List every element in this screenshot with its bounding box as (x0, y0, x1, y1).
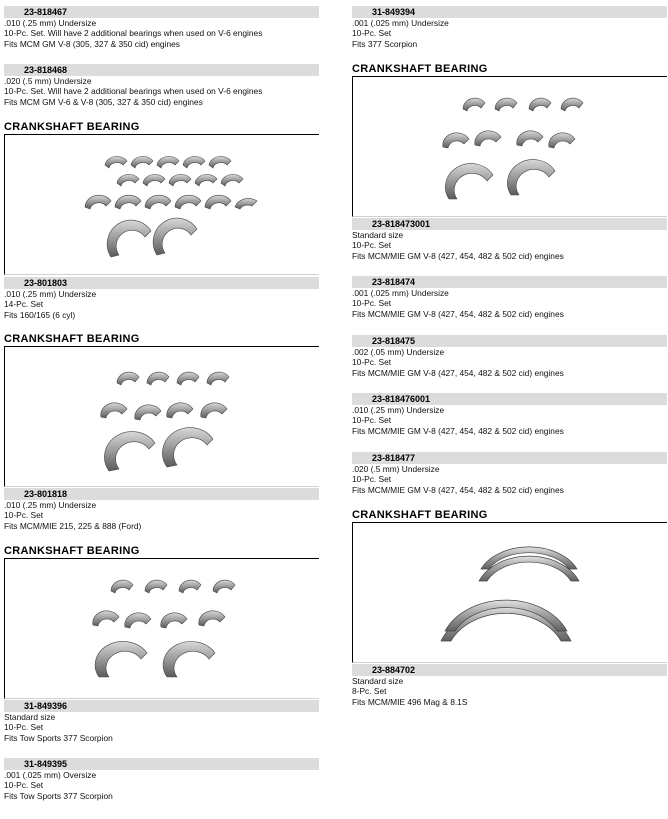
bearing-set-image (4, 558, 319, 699)
part-number: 23-818476001 (352, 393, 667, 405)
part-set: 10-Pc. Set (352, 298, 392, 309)
part-set: 14-Pc. Set (4, 299, 44, 310)
part-fitment: Fits MCM/MIE GM V-8 (427, 454, 482 & 502 cid) engines (352, 250, 564, 261)
section-title: CRANKSHAFT BEARING (352, 509, 488, 521)
part-size: .010 (.25 mm) Undersize (4, 500, 97, 510)
bearing-set-image (352, 522, 667, 663)
part-fitment: Fits Tow Sports 377 Scorpion (4, 790, 113, 801)
product-section (4, 545, 319, 699)
part-fitment: Fits MCM/MIE GM V-8 (427, 454, 482 & 502 cid) engines (352, 367, 564, 378)
part-size: .001 (.025 mm) Oversize (4, 770, 97, 780)
part-number: 23-801803 (4, 277, 319, 289)
part-set: 10-Pc. Set (352, 240, 392, 251)
part-fitment: Fits MCM/MIE GM V-8 (427, 454, 482 & 502 cid) engines (352, 308, 564, 319)
part-entry (4, 277, 319, 320)
bearing-set-image (352, 76, 667, 217)
part-fitment: Fits 377 Scorpion (352, 38, 418, 49)
part-entry (352, 452, 667, 495)
section-title: CRANKSHAFT BEARING (4, 333, 140, 345)
part-number: 23-818474 (352, 276, 667, 288)
part-fitment: Fits MCM GM V-6 & V-8 (305, 327 & 350 cid) engines (4, 96, 203, 107)
part-size: Standard size (352, 230, 404, 240)
part-set: 10-Pc. Set (352, 28, 392, 39)
product-section (352, 509, 667, 663)
part-entry (352, 276, 667, 319)
part-entry (4, 700, 319, 743)
part-entry (352, 218, 667, 261)
section-title: CRANKSHAFT BEARING (352, 63, 488, 75)
part-size: .020 (.5 mm) Undersize (352, 464, 440, 474)
part-size: .010 (.25 mm) Undersize (352, 405, 445, 415)
part-entry (4, 6, 319, 49)
part-size: .010 (.25 mm) Undersize (4, 289, 97, 299)
part-set: 10-Pc. Set. Will have 2 additional bearings when used on V-6 engines (4, 28, 263, 39)
part-fitment: Fits MCM/MIE GM V-8 (427, 454, 482 & 502 cid) engines (352, 484, 564, 495)
part-fitment: Fits Tow Sports 377 Scorpion (4, 732, 113, 743)
section-title: CRANKSHAFT BEARING (4, 121, 140, 133)
part-set: 10-Pc. Set (352, 415, 392, 426)
part-number: 23-884702 (352, 664, 667, 676)
part-entry (352, 664, 667, 707)
part-size: .001 (.025 mm) Undersize (352, 288, 449, 298)
part-number: 23-818475 (352, 335, 667, 347)
part-set: 10-Pc. Set (4, 780, 44, 791)
product-section (352, 63, 667, 217)
part-set: 10-Pc. Set (4, 722, 44, 733)
bearing-set-image (4, 134, 319, 275)
part-set: 8-Pc. Set (352, 686, 387, 697)
part-fitment: Fits 160/165 (6 cyl) (4, 309, 76, 320)
part-set: 10-Pc. Set. Will have 2 additional bearings when used on V-6 engines (4, 86, 263, 97)
part-fitment: Fits MCM/MIE 215, 225 & 888 (Ford) (4, 520, 142, 531)
part-number: 31-849396 (4, 700, 319, 712)
part-number: 23-818477 (352, 452, 667, 464)
part-entry (4, 758, 319, 801)
product-section (4, 121, 319, 275)
part-number: 23-818473001 (352, 218, 667, 230)
product-section (4, 333, 319, 487)
part-number: 31-849395 (4, 758, 319, 770)
part-number: 31-849394 (352, 6, 667, 18)
part-set: 10-Pc. Set (352, 357, 392, 368)
part-number: 23-818467 (4, 6, 319, 18)
part-set: 10-Pc. Set (4, 510, 44, 521)
part-entry (4, 488, 319, 531)
part-fitment: Fits MCM/MIE GM V-8 (427, 454, 482 & 502 cid) engines (352, 425, 564, 436)
part-number: 23-818468 (4, 64, 319, 76)
part-size: .020 (.5 mm) Undersize (4, 76, 92, 86)
part-fitment: Fits MCM GM V-8 (305, 327 & 350 cid) engines (4, 38, 180, 49)
part-entry (352, 393, 667, 436)
part-number: 23-801818 (4, 488, 319, 500)
part-entry (352, 6, 667, 49)
part-entry (352, 335, 667, 378)
part-size: Standard size (352, 676, 404, 686)
part-set: 10-Pc. Set (352, 474, 392, 485)
part-fitment: Fits MCM/MIE 496 Mag & 8.1S (352, 696, 468, 707)
part-size: .002 (.05 mm) Undersize (352, 347, 445, 357)
part-entry (4, 64, 319, 107)
part-size: .001 (.025 mm) Undersize (352, 18, 449, 28)
section-title: CRANKSHAFT BEARING (4, 545, 140, 557)
part-size: .010 (.25 mm) Undersize (4, 18, 97, 28)
bearing-set-image (4, 346, 319, 487)
part-size: Standard size (4, 712, 56, 722)
